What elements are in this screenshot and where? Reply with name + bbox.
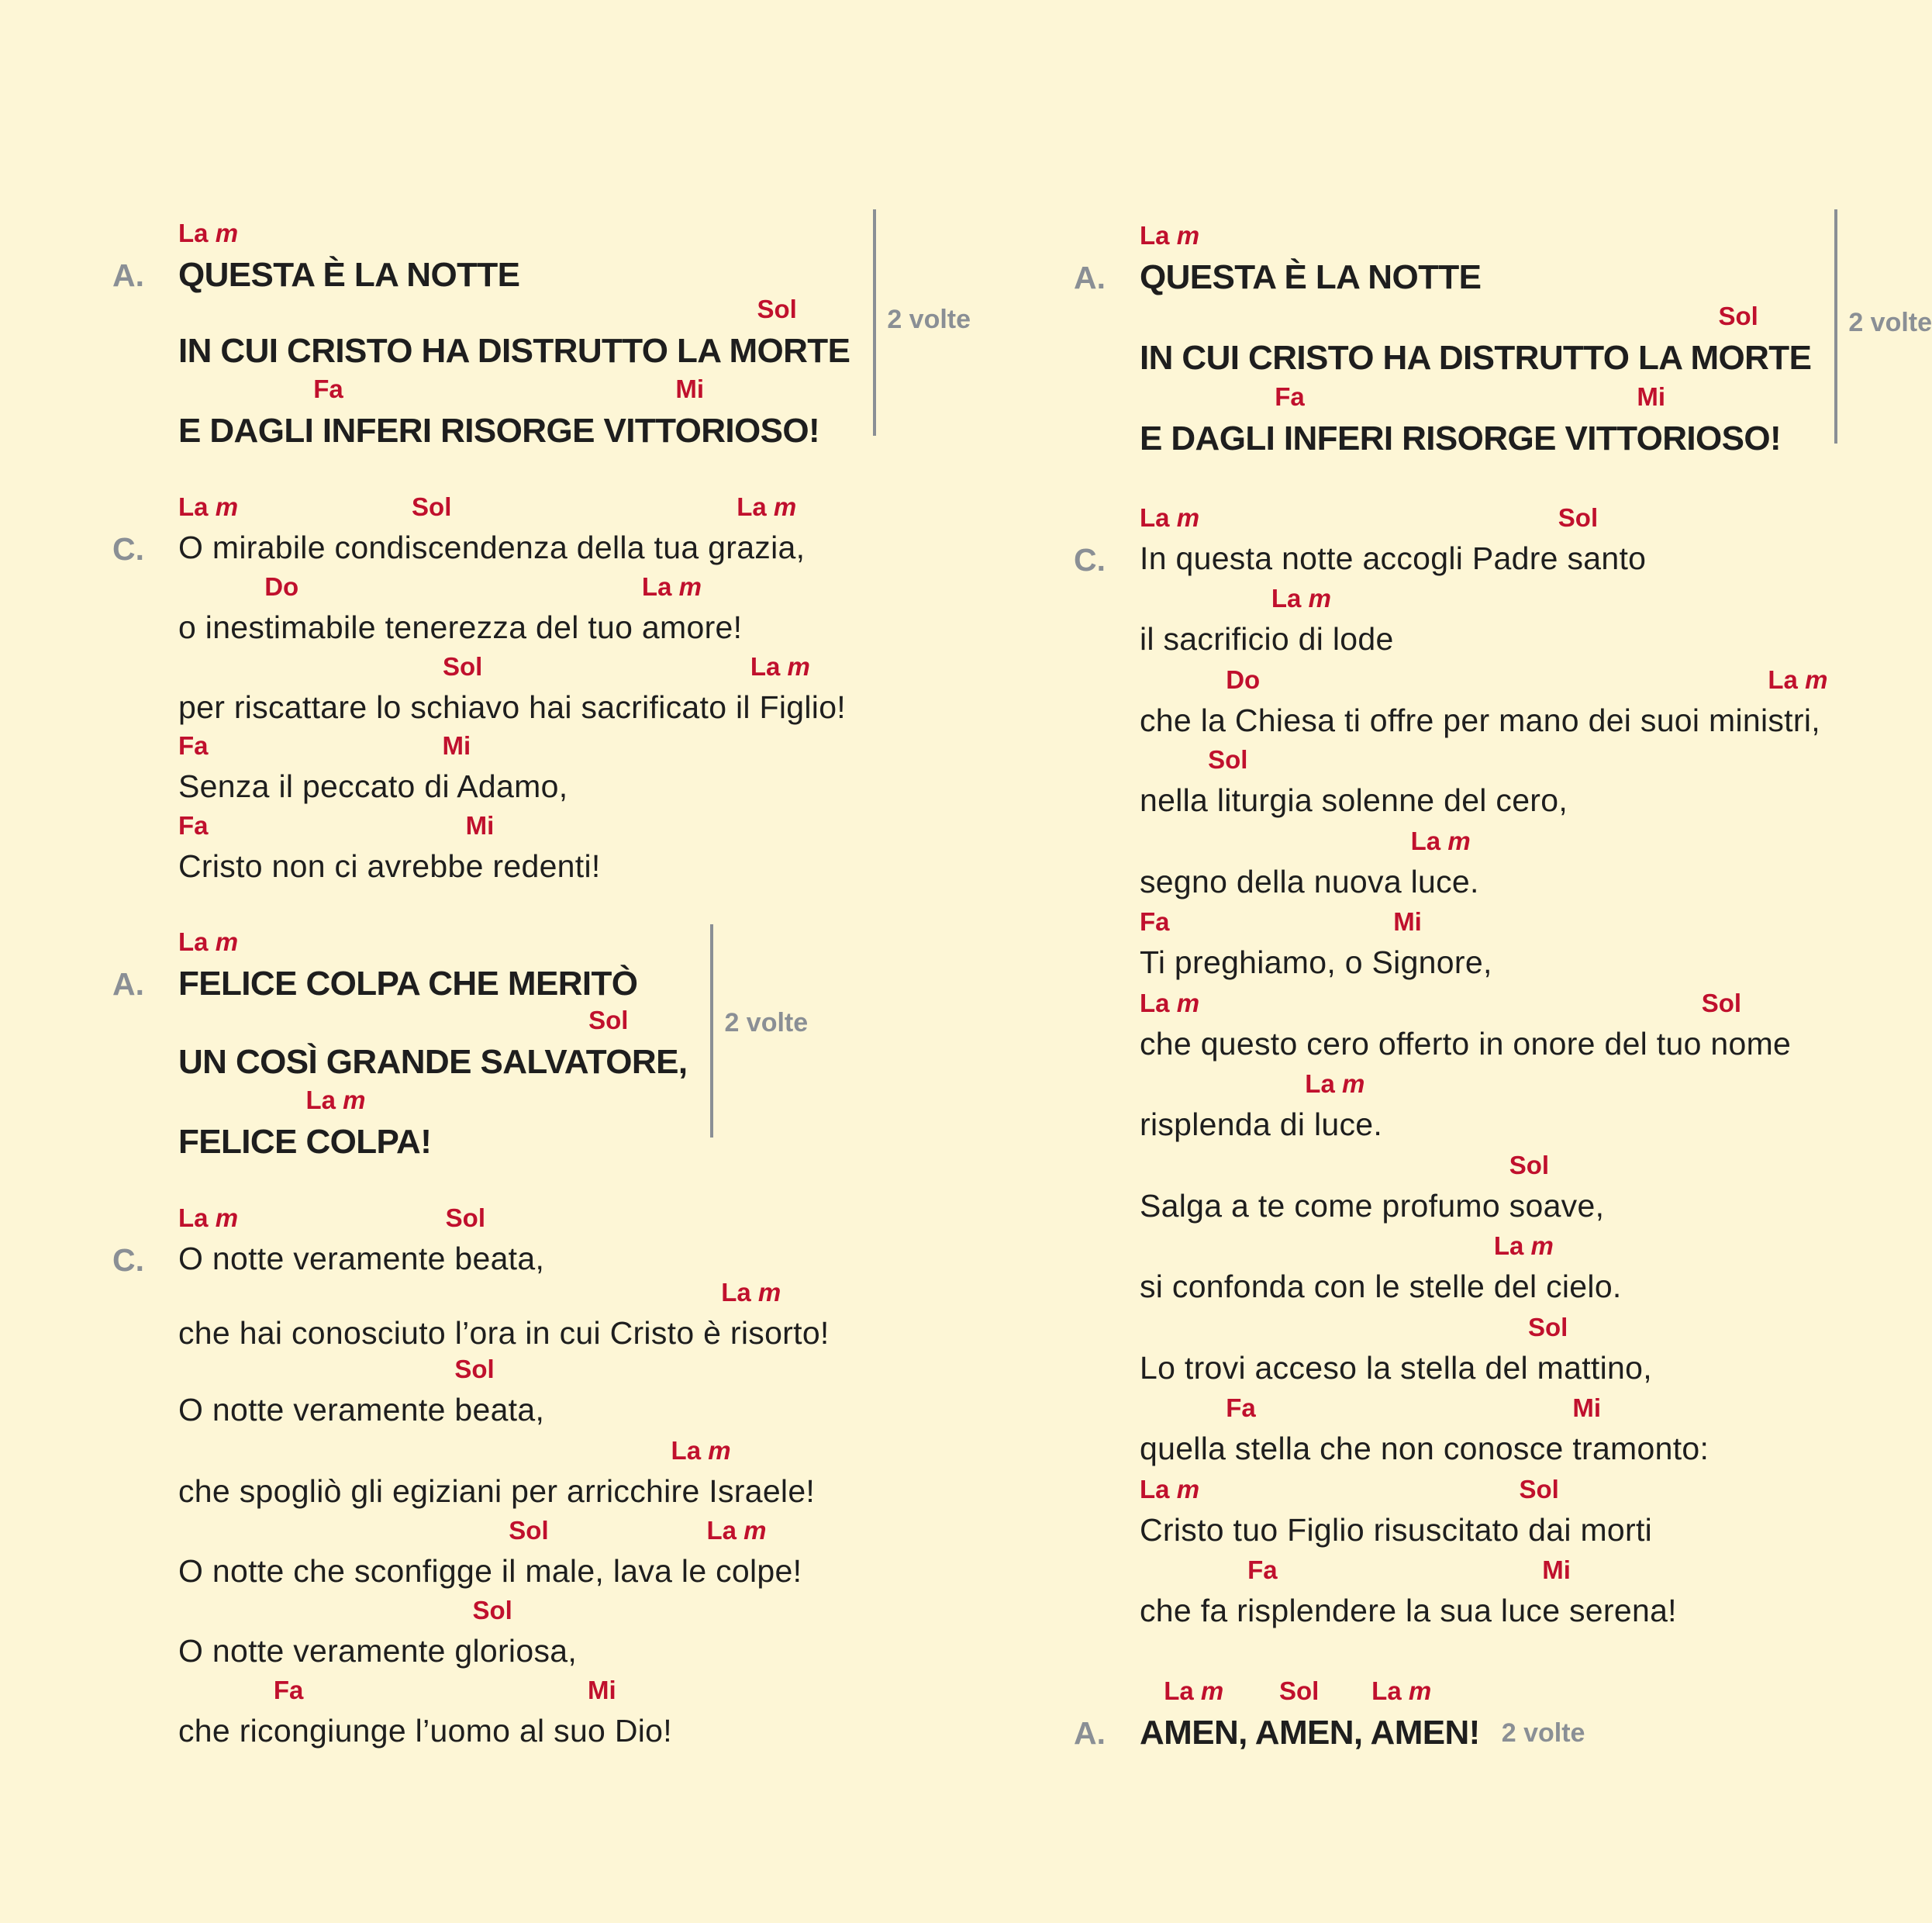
lyric-line	[178, 1355, 545, 1428]
chord-root: La	[1271, 584, 1302, 613]
lyric-text: QUESTA È LA NOTTE	[178, 256, 520, 294]
lyric-text: Ti preghiamo, o Signore,	[1140, 944, 1492, 980]
chord-root: Mi	[588, 1676, 616, 1704]
lyric-text: O notte veramente beata,	[178, 1241, 545, 1276]
chord-label	[1247, 1555, 1278, 1585]
lyric-text: FELICE COLPA CHE MERITÒ	[178, 965, 638, 1003]
lyric-line	[178, 1278, 830, 1352]
chord-root: La	[1371, 1676, 1402, 1705]
chord-label	[305, 1086, 365, 1115]
lyric-text: o inestimabile tenerezza del tuo amore!	[178, 609, 743, 645]
chord-root: Fa	[1247, 1555, 1278, 1584]
lyric-text: FELICE COLPA!	[178, 1123, 432, 1161]
chord-root: La	[1140, 1475, 1170, 1504]
chord-label	[671, 1436, 731, 1466]
chord-root: Sol	[1718, 302, 1758, 330]
chord-quality: m	[215, 492, 239, 521]
lyric-text: risplenda di luce.	[1140, 1107, 1383, 1142]
chord-root: Fa	[1275, 382, 1305, 411]
chord-root: La	[1140, 221, 1170, 250]
chord-label	[1271, 584, 1331, 613]
chord-label	[1542, 1555, 1571, 1585]
chord-root: La	[305, 1086, 336, 1114]
lyric-text: E DAGLI INFERI RISORGE VITTORIOSO!	[178, 412, 820, 450]
lyric-line	[1140, 1676, 1480, 1752]
chord-root: La	[737, 492, 767, 521]
lyric-line	[1140, 1313, 1652, 1386]
lyric-text: che la Chiesa ti offre per mano dei suoi ministri,	[1140, 703, 1820, 738]
repeat-marker: 2 volte	[1848, 308, 1932, 337]
repeat-bracket	[1834, 209, 1837, 444]
chord-label	[509, 1516, 548, 1545]
chord-root: Mi	[442, 731, 471, 760]
chord-label	[264, 572, 298, 602]
chord-quality: m	[1176, 989, 1200, 1017]
chord-quality: m	[1341, 1069, 1365, 1098]
chord-label	[274, 1676, 304, 1705]
chord-quality: m	[743, 1516, 767, 1545]
chord-root: Do	[264, 572, 299, 601]
lyric-line	[1140, 745, 1568, 819]
repeat-marker: 2 volte	[1501, 1718, 1585, 1748]
chord-root: Sol	[509, 1516, 549, 1545]
chord-label	[706, 1516, 766, 1545]
chord-label	[1140, 907, 1170, 937]
lyric-text: IN CUI CRISTO HA DISTRUTTO LA MORTE	[178, 332, 850, 370]
role-label: C.	[1074, 542, 1106, 578]
chord-root: La	[1140, 989, 1170, 1017]
chord-root: La	[706, 1516, 737, 1545]
chord-label	[1305, 1069, 1364, 1099]
chord-quality: m	[1805, 665, 1828, 694]
lyric-text: che fa risplendere la sua luce serena!	[1140, 1593, 1677, 1628]
chord-label	[1509, 1151, 1549, 1180]
lyric-line	[1140, 584, 1394, 658]
repeat-marker: 2 volte	[724, 1008, 809, 1037]
lyric-line	[1140, 503, 1647, 577]
lyric-line	[1140, 302, 1812, 378]
chord-root: Sol	[1208, 745, 1248, 774]
chord-root: La	[671, 1436, 702, 1465]
repeat-marker: 2 volte	[887, 305, 971, 334]
chord-quality: m	[1176, 1475, 1200, 1504]
chord-quality: m	[787, 652, 810, 681]
chord-root: Sol	[1278, 1676, 1320, 1705]
lyric-line	[178, 811, 601, 885]
chord-quality: m	[343, 1086, 366, 1114]
chord-label	[1411, 827, 1471, 856]
chord-root: Mi	[1393, 907, 1422, 936]
lyric-text: nella liturgia solenne del cero,	[1140, 782, 1568, 818]
lyric-text: UN COSÌ GRANDE SALVATORE,	[178, 1043, 688, 1081]
chord-root: Do	[1226, 665, 1261, 694]
chord-root: La	[1493, 1231, 1524, 1260]
repeat-bracket	[873, 209, 876, 436]
lyric-line	[178, 1436, 816, 1510]
chord-label	[1279, 1676, 1319, 1706]
chord-root: La	[178, 492, 209, 521]
chord-root: La	[178, 219, 209, 247]
lyric-text: che ricongiunge l’uomo al suo Dio!	[178, 1713, 672, 1749]
chord-label	[1519, 1475, 1558, 1504]
lyric-text: O mirabile condiscendenza della tua grazia,	[178, 530, 806, 565]
chord-root: Fa	[1226, 1393, 1256, 1422]
chord-label	[178, 219, 238, 248]
chord-label	[588, 1676, 616, 1705]
chord-quality: m	[678, 572, 702, 601]
chord-label	[313, 375, 343, 404]
lyric-line	[178, 572, 743, 646]
chord-root: Sol	[454, 1355, 495, 1383]
chord-label	[1637, 382, 1665, 412]
lyric-text: si confonda con le stelle del cielo.	[1140, 1269, 1622, 1304]
role-label: A.	[112, 257, 144, 293]
chord-label	[721, 1278, 781, 1307]
chord-label	[454, 1355, 494, 1384]
lyric-text: QUESTA È LA NOTTE	[1140, 258, 1482, 296]
chord-label	[675, 375, 704, 404]
chord-root: La	[1305, 1069, 1335, 1098]
chord-label	[178, 1203, 238, 1233]
chord-label	[1164, 1676, 1223, 1706]
chord-label	[588, 1006, 628, 1035]
lyric-line	[178, 927, 638, 1003]
chord-root: Fa	[1140, 907, 1170, 936]
chord-root: Mi	[1637, 382, 1666, 411]
chord-label	[466, 811, 495, 841]
chord-root: Fa	[273, 1676, 304, 1704]
lyric-line	[1140, 1475, 1653, 1548]
chord-label	[442, 731, 471, 761]
lyric-text: il sacrificio di lode	[1140, 621, 1394, 657]
lyric-line	[178, 492, 806, 566]
lyric-text: segno della nuova luce.	[1140, 864, 1479, 899]
chord-root: Sol	[1519, 1475, 1559, 1504]
chord-root: La	[1768, 665, 1798, 694]
chord-root: Mi	[1572, 1393, 1601, 1422]
chord-label	[178, 492, 238, 522]
lyric-text: quella stella che non conosce tramonto:	[1140, 1431, 1709, 1466]
chord-quality: m	[1200, 1676, 1224, 1705]
chord-root: Mi	[1542, 1555, 1571, 1584]
lyric-text: IN CUI CRISTO HA DISTRUTTO LA MORTE	[1140, 339, 1812, 377]
lyric-line	[178, 731, 568, 805]
chord-root: La	[641, 572, 672, 601]
chord-quality: m	[215, 927, 239, 956]
lyric-text: In questa notte accogli Padre santo	[1140, 540, 1647, 576]
chord-quality: m	[757, 1278, 781, 1307]
chord-root: La	[1164, 1676, 1194, 1705]
lyric-text: O notte che sconfigge il male, lava le colpe!	[178, 1553, 802, 1589]
lyric-line	[178, 1203, 545, 1277]
chord-root: Sol	[1527, 1313, 1568, 1341]
chord-label	[1393, 907, 1422, 937]
lyric-line	[178, 1596, 578, 1669]
chord-label	[446, 1203, 485, 1233]
chord-label	[1140, 989, 1199, 1018]
chord-root: Sol	[588, 1006, 629, 1034]
lyric-line	[1140, 907, 1492, 981]
chord-root: Sol	[1509, 1151, 1550, 1179]
chord-label	[1208, 745, 1247, 775]
lyric-line	[178, 219, 520, 295]
chord-root: La	[1410, 827, 1441, 855]
lyric-line	[1140, 221, 1482, 297]
lyric-text: AMEN, AMEN, AMEN!	[1140, 1714, 1480, 1752]
chord-quality: m	[1447, 827, 1471, 855]
chord-label	[1226, 1393, 1256, 1423]
chord-label	[178, 731, 209, 761]
lyric-line	[1140, 1555, 1677, 1629]
lyric-text: Cristo non ci avrebbe redenti!	[178, 848, 601, 884]
chord-label	[737, 492, 796, 522]
chord-label	[412, 492, 451, 522]
role-label: A.	[112, 966, 144, 1002]
lyric-line	[1140, 1393, 1709, 1467]
chord-root: La	[721, 1278, 751, 1307]
chord-label	[750, 652, 810, 682]
lyric-line	[178, 652, 846, 726]
chord-quality: m	[215, 219, 239, 247]
chord-root: Mi	[675, 375, 705, 403]
chord-quality: m	[215, 1203, 239, 1232]
chord-label	[472, 1596, 512, 1625]
lyric-line	[178, 1516, 802, 1590]
chord-label	[1226, 665, 1260, 695]
chord-label	[1702, 989, 1741, 1018]
lyric-text: E DAGLI INFERI RISORGE VITTORIOSO!	[1140, 419, 1782, 457]
chord-root: Sol	[442, 652, 483, 681]
lyric-text: Lo trovi acceso la stella del mattino,	[1140, 1350, 1652, 1386]
lyric-line	[1140, 382, 1782, 458]
chord-root: La	[1140, 503, 1170, 532]
chord-label	[1140, 221, 1199, 250]
chord-label	[1558, 503, 1598, 533]
role-label: A.	[1074, 260, 1106, 295]
chord-label	[1528, 1313, 1568, 1342]
lyric-line	[178, 1676, 672, 1749]
lyric-text: per riscattare lo schiavo hai sacrificato il Figlio!	[178, 689, 846, 725]
lyric-line	[178, 295, 850, 371]
lyric-text: O notte veramente beata,	[178, 1392, 545, 1428]
role-label: C.	[112, 1242, 144, 1278]
lyric-text: che spogliò gli egiziani per arricchire Israele!	[178, 1473, 816, 1509]
chord-label	[1140, 503, 1199, 533]
chord-root: Sol	[412, 492, 452, 521]
chord-root: Fa	[178, 811, 209, 840]
chord-label	[1140, 1475, 1199, 1504]
lyric-text: Salga a te come profumo soave,	[1140, 1188, 1605, 1224]
lyric-text: O notte veramente gloriosa,	[178, 1633, 578, 1669]
lyric-text: Senza il peccato di Adamo,	[178, 768, 568, 804]
chord-label	[443, 652, 482, 682]
lyric-line	[1140, 665, 1828, 739]
chord-quality: m	[1176, 221, 1200, 250]
lyric-line	[178, 375, 820, 451]
chord-quality: m	[708, 1436, 731, 1465]
chord-quality: m	[1408, 1676, 1432, 1705]
chord-label	[1768, 665, 1827, 695]
chord-root: La	[750, 652, 781, 681]
lyric-line	[1140, 827, 1479, 900]
lyric-line	[1140, 989, 1792, 1062]
role-label: A.	[1074, 1715, 1106, 1751]
lyric-line	[178, 1006, 688, 1082]
lyric-text: che questo cero offerto in onore del tuo nome	[1140, 1026, 1792, 1062]
chord-root: Sol	[1701, 989, 1742, 1017]
chord-label	[642, 572, 702, 602]
chord-root: La	[178, 927, 209, 956]
chord-label	[1494, 1231, 1554, 1261]
chord-label	[1572, 1393, 1601, 1423]
chord-label	[1371, 1676, 1431, 1706]
role-label: C.	[112, 531, 144, 567]
lyric-line	[1140, 1069, 1383, 1143]
chord-label	[1719, 302, 1758, 331]
chord-root: Sol	[472, 1596, 512, 1624]
chord-label	[178, 811, 209, 841]
chord-root: Fa	[178, 731, 209, 760]
chord-label	[1275, 382, 1305, 412]
lyric-line	[178, 1086, 432, 1162]
lyric-text: Cristo tuo Figlio risuscitato dai morti	[1140, 1512, 1653, 1548]
chord-root: Sol	[757, 295, 797, 323]
chord-quality: m	[1530, 1231, 1554, 1260]
chord-root: Sol	[1558, 503, 1599, 532]
chord-label	[757, 295, 797, 324]
chord-label	[178, 927, 238, 957]
chord-quality: m	[773, 492, 797, 521]
lyric-line	[1140, 1231, 1622, 1305]
chord-quality: m	[1176, 503, 1200, 532]
lyric-line	[1140, 1151, 1605, 1224]
lyric-text: che hai conosciuto l’ora in cui Cristo è risorto!	[178, 1315, 830, 1351]
chord-root: La	[178, 1203, 209, 1232]
chord-root: Sol	[445, 1203, 486, 1232]
chord-root: Mi	[465, 811, 495, 840]
chord-quality: m	[1308, 584, 1331, 613]
chord-root: Fa	[313, 375, 343, 403]
repeat-bracket	[710, 924, 713, 1138]
